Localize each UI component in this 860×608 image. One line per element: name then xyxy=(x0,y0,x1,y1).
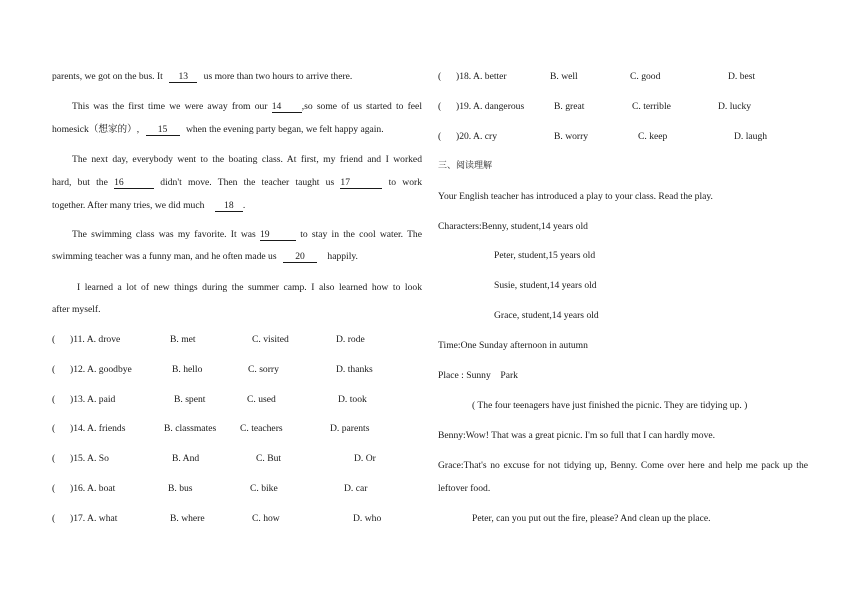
answer-bracket[interactable]: ( xyxy=(52,394,56,405)
answer-bracket[interactable]: ( xyxy=(52,453,56,464)
option-c: C. terrible xyxy=(632,101,671,112)
character-item: Susie, student,14 years old xyxy=(494,280,597,291)
passage-line: I learned a lot of new things during the summer camp. I also learned how to look xyxy=(77,282,422,293)
answer-bracket[interactable]: ( xyxy=(438,131,442,142)
option-c: C. how xyxy=(252,513,280,524)
option-d: D. car xyxy=(344,483,368,494)
question-row[interactable] xyxy=(438,71,818,83)
text: homesick（想家的）, xyxy=(52,124,140,135)
text: The swimming class was my favorite. It was xyxy=(72,229,256,240)
text: swimming teacher was a funny man, and he often made us xyxy=(52,251,277,262)
option-b: B. spent xyxy=(174,394,206,405)
answer-bracket[interactable]: ( xyxy=(438,71,442,82)
place-line: Place : Sunny Park xyxy=(438,370,518,381)
answer-blank[interactable]: 13 xyxy=(169,71,197,83)
character-item: Grace, student,14 years old xyxy=(494,310,599,321)
passage-line: The next day, everybody went to the boating class. At first, my friend and I worked xyxy=(72,154,422,165)
question-row[interactable] xyxy=(438,131,818,143)
option-d: D. lucky xyxy=(718,101,752,112)
option-d: D. who xyxy=(353,513,382,524)
question-row[interactable] xyxy=(52,483,422,495)
option-a: )19. A. dangerous xyxy=(456,101,525,112)
question-row[interactable] xyxy=(52,453,422,465)
option-a: )13. A. paid xyxy=(70,394,116,405)
question-row[interactable] xyxy=(52,334,422,346)
answer-blank[interactable]: 18 xyxy=(215,200,243,212)
text: parents, we got on the bus. It xyxy=(52,71,163,82)
text: . xyxy=(242,200,246,211)
question-row[interactable] xyxy=(438,101,818,113)
passage-line xyxy=(52,251,358,263)
passage-line xyxy=(72,229,422,241)
option-d: D. best xyxy=(728,71,756,82)
text: This was the first time we were away from our xyxy=(72,101,268,112)
option-c: C. used xyxy=(247,394,276,405)
characters-label: Characters:Benny, student,14 years old xyxy=(438,221,588,232)
option-d: D. parents xyxy=(330,423,370,434)
answer-blank[interactable]: 16 xyxy=(114,177,154,189)
option-c: C. teachers xyxy=(240,423,283,434)
dialogue-line: Peter, can you put out the fire, please? And clean up the place. xyxy=(472,513,711,524)
character-item: Peter, student,15 years old xyxy=(494,250,596,261)
option-b: B. well xyxy=(550,71,578,82)
option-c: C. keep xyxy=(638,131,668,142)
text: didn't move. Then the teacher taught us xyxy=(160,177,335,188)
option-a: )11. A. drove xyxy=(70,334,121,345)
passage-line xyxy=(52,71,352,83)
section-title: 三、阅读理解 xyxy=(438,161,493,171)
passage-line xyxy=(52,124,384,136)
option-b: B. hello xyxy=(172,364,203,375)
text: ,so some of us started to feel xyxy=(301,101,422,112)
question-row[interactable] xyxy=(52,513,422,525)
question-row[interactable] xyxy=(52,364,422,376)
option-c: C. sorry xyxy=(248,364,279,375)
option-a: )14. A. friends xyxy=(70,423,126,434)
question-row[interactable] xyxy=(52,423,422,435)
option-b: B. And xyxy=(172,453,200,464)
answer-bracket[interactable]: ( xyxy=(438,101,442,112)
option-b: B. bus xyxy=(168,483,193,494)
option-d: D. Or xyxy=(354,453,376,464)
dialogue-line: Grace:That's no excuse for not tidying up, Benny. Come over here and help me pack up the xyxy=(438,460,808,471)
answer-blank[interactable]: 17 xyxy=(340,177,382,189)
passage-line xyxy=(72,101,422,113)
text: when the evening party began, we felt happy again. xyxy=(185,124,384,135)
option-c: C. bike xyxy=(250,483,278,494)
option-b: B. classmates xyxy=(164,423,217,434)
option-c: C. good xyxy=(630,71,661,82)
question-row[interactable] xyxy=(52,394,422,406)
text: to stay in the cool water. The xyxy=(300,229,422,240)
stage-direction: ( The four teenagers have just finished the picnic. They are tidying up. ) xyxy=(472,400,748,411)
option-b: B. where xyxy=(170,513,205,524)
dialogue-line: leftover food. xyxy=(438,483,491,494)
text: together. After many tries, we did much xyxy=(52,200,205,211)
option-a: )16. A. boat xyxy=(70,483,116,494)
passage-line xyxy=(52,200,245,212)
option-b: B. met xyxy=(170,334,196,345)
passage-line: after myself. xyxy=(52,304,101,315)
answer-blank[interactable]: 20 xyxy=(283,251,317,263)
answer-blank[interactable]: 14 xyxy=(272,101,302,113)
option-b: B. great xyxy=(554,101,585,112)
answer-blank[interactable]: 19 xyxy=(260,229,296,241)
option-a: )18. A. better xyxy=(456,71,507,82)
option-c: C. But xyxy=(256,453,282,464)
answer-bracket[interactable]: ( xyxy=(52,513,56,524)
answer-bracket[interactable]: ( xyxy=(52,334,56,345)
time-line: Time:One Sunday afternoon in autumn xyxy=(438,340,588,351)
option-b: B. worry xyxy=(554,131,589,142)
option-d: D. rode xyxy=(336,334,365,345)
option-d: D. took xyxy=(338,394,367,405)
option-d: D. laugh xyxy=(734,131,768,142)
answer-bracket[interactable]: ( xyxy=(52,364,56,375)
option-c: C. visited xyxy=(252,334,289,345)
text: us more than two hours to arrive there. xyxy=(203,71,353,82)
option-a: )17. A. what xyxy=(70,513,118,524)
text: to work xyxy=(388,177,423,188)
answer-bracket[interactable]: ( xyxy=(52,483,56,494)
option-a: )12. A. goodbye xyxy=(70,364,132,375)
dialogue-line: Benny:Wow! That was a great picnic. I'm so full that I can hardly move. xyxy=(438,430,716,441)
option-d: D. thanks xyxy=(336,364,373,375)
instruction: Your English teacher has introduced a play to your class. Read the play. xyxy=(438,191,713,202)
option-a: )20. A. cry xyxy=(456,131,498,142)
text: hard, but the xyxy=(52,177,108,188)
answer-bracket[interactable]: ( xyxy=(52,423,56,434)
text: happily. xyxy=(327,251,358,262)
option-a: )15. A. So xyxy=(70,453,109,464)
passage-line xyxy=(52,177,422,189)
answer-blank[interactable]: 15 xyxy=(146,124,180,136)
